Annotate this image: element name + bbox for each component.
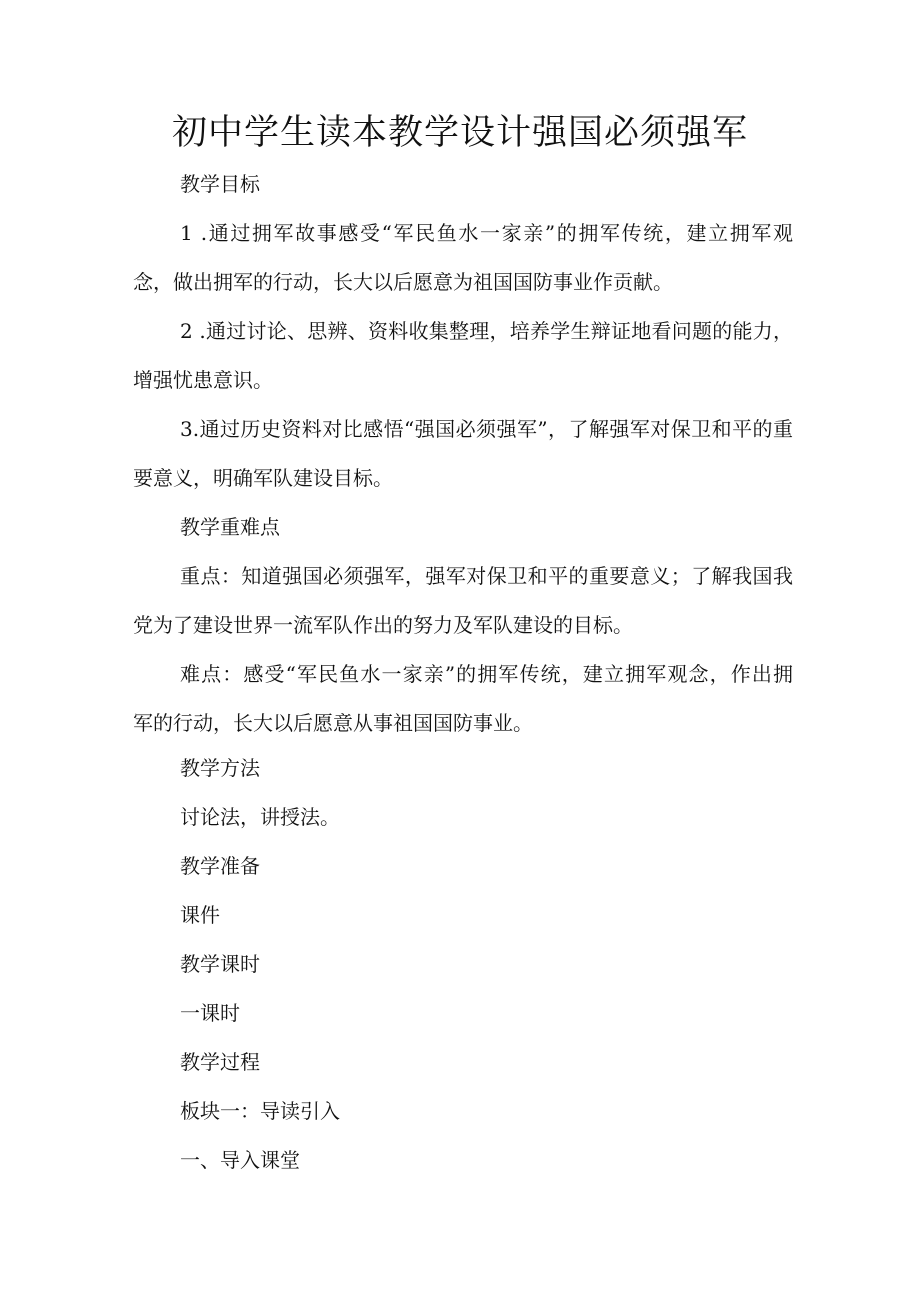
text-line: 重点：知道强国必须强军，强军对保卫和平的重要意义；了解我国我 <box>180 564 793 588</box>
text-line: 教学课时 <box>180 952 260 976</box>
text-line: 教学过程 <box>180 1050 260 1074</box>
text-line: 难点：感受“军民鱼水一家亲”的拥军传统，建立拥军观念，作出拥 <box>180 662 793 686</box>
paragraph-preparation <box>133 891 793 940</box>
heading-teaching-method <box>133 744 793 793</box>
paragraph-goal-2 <box>133 307 793 405</box>
text-line: 要意义，明确军队建设目标。 <box>133 466 393 490</box>
heading-teaching-goals <box>133 160 793 209</box>
text-line: 增强忧患意识。 <box>133 368 273 392</box>
text-line: 一课时 <box>180 1001 240 1025</box>
text-line: 3.通过历史资料对比感悟“强国必须强军”，了解强军对保卫和平的重 <box>180 417 793 441</box>
text-line: 教学目标 <box>180 172 260 196</box>
text-line: 一、导入课堂 <box>180 1148 300 1172</box>
paragraph-goal-3 <box>133 405 793 503</box>
text-line: 课件 <box>180 903 220 927</box>
paragraph-goal-1 <box>133 209 793 307</box>
text-line: 党为了建设世界一流军队作出的努力及军队建设的目标。 <box>133 613 633 637</box>
heading-class-hours <box>133 940 793 989</box>
text-line: 讨论法，讲授法。 <box>180 805 340 829</box>
paragraph-class-hours <box>133 989 793 1038</box>
text-line: 教学准备 <box>180 854 260 878</box>
subsection-introduction <box>133 1136 793 1185</box>
paragraph-method <box>133 793 793 842</box>
document-title: 初中学生读本教学设计强国必须强军 <box>171 113 748 153</box>
text-line: 教学重难点 <box>180 515 280 539</box>
section-block-1 <box>133 1087 793 1136</box>
paragraph-difficult-point <box>133 650 793 748</box>
text-line: 板块一：导读引入 <box>180 1099 340 1123</box>
text-line: 念，做出拥军的行动，长大以后愿意为祖国国防事业作贡献。 <box>133 270 673 294</box>
text-line: 2 .通过讨论、思辨、资料收集整理，培养学生辩证地看问题的能力， <box>180 319 793 343</box>
text-line: 1 .通过拥军故事感受“军民鱼水一家亲”的拥军传统，建立拥军观 <box>180 221 793 245</box>
heading-teaching-preparation <box>133 842 793 891</box>
heading-teaching-process <box>133 1038 793 1087</box>
text-line: 军的行动，长大以后愿意从事祖国国防事业。 <box>133 711 533 735</box>
heading-key-difficult-points <box>133 503 793 552</box>
paragraph-key-point <box>133 552 793 650</box>
text-line: 教学方法 <box>180 756 260 780</box>
